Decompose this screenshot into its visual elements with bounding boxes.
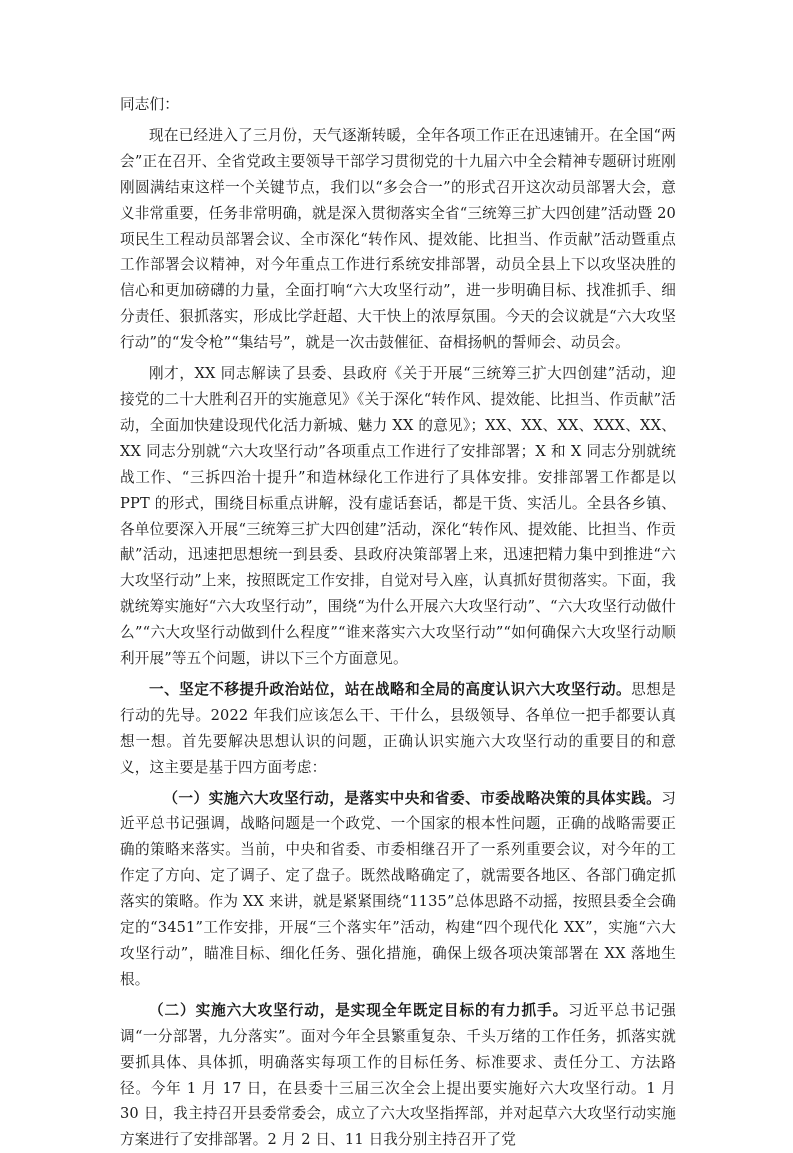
subsection-1-paragraph	[120, 786, 676, 993]
section-1-text: 思想是行动的先导。2022 年我们应该怎么干、干什么，县级领导、各单位一把手都要认真想一想。首先要解决思想认识的问题，正确认识实施六大攻坚行动的重要目的和意义，这主要是基于四方面考虑：	[120, 680, 677, 776]
document-page	[120, 92, 676, 1153]
paragraph-2-text: 刚才，XX 同志解读了县委、县政府《关于开展“三统筹三扩大四创建”活动，迎接党的二十大胜利召开的实施意见》《关于深化“转作风、提效能、比担当、作贡献”活动，全面加快建设现代化活力新城、魅力 XX 的意见》；XX、XX、XX、XXX、XX、XX 同志分别就“六大攻坚行动”各项重点工作进行了安排部署；X 和 X 同志分别就统战工作、“三拆四治十提升”和造林绿化工作进行了具体安排。安排部署工作都是以 PPT 的形式，围绕目标重点讲解，没有虚话套话，都是干货、实活儿。全县各乡镇、各单位要深入开展“三统筹三扩大四创建”活动，深化“转作风、提效能、比担当、作贡献”活动，迅速把思想统一到县委、县政府决策部署上来，迅速把精力集中到推进“六大攻坚行动”上来，按照既定工作安排，自觉对号入座，认真抓好贯彻落实。下面，我就统筹实施好“六大攻坚行动”，围绕“为什么开展六大攻坚行动”、“六大攻坚行动做什么”“六大攻坚行动做到什么程度”“谁来落实六大攻坚行动”“如何确保六大攻坚行动顺利开展”等五个问题，讲以下三个方面意见。	[120, 365, 676, 668]
subsection-1-text: 习近平总书记强调，战略问题是一个政党、一个国家的根本性问题，正确的战略需要正确的策略来落实。当前，中央和省委、市委相继召开了一系列重要会议，对今年的工作定了方向、定了调子、定了盘子。既然战略确定了，就需要各地区、各部门确定抓落实的策略。作为 XX 来讲，就是紧紧围绕“1135”总体思路不动摇，按照县委全会确定的“3451”工作安排，开展“三个落实年”活动，构建“四个现代化 XX”，实施“六大攻坚行动”，瞄准目标、细化任务、强化措施，确保上级各项决策部署在 XX 落地生根。	[120, 789, 676, 988]
subsection-2-paragraph	[120, 998, 676, 1153]
paragraph-1-text: 现在已经进入了三月份，天气逐渐转暖，全年各项工作正在迅速铺开。在全国“两会”正在召开、全省党政主要领导干部学习贯彻党的十九届六中全会精神专题研讨班刚刚圆满结束这样一个关键节点，我们以“多会合一”的形式召开这次动员部署大会，意义非常重要，任务非常明确，就是深入贯彻落实全省“三统筹三扩大四创建”活动暨 20 项民生工程动员部署会议、全市深化“转作风、提效能、比担当、作贡献”活动暨重点工作部署会议精神，对今年重点工作进行系统安排部署，动员全县上下以攻坚决胜的信心和更加磅礴的力量，全面打响“六大攻坚行动”，进一步明确目标、找准抓手、细分责任、狠抓落实，形成比学赶超、大干快上的浓厚氛围。今天的会议就是“六大攻坚行动”的“发令枪”“集结号”，就是一次击鼓催征、奋楫扬帆的誓师会、动员会。	[120, 126, 676, 352]
paragraph-1	[120, 123, 676, 356]
section-1-heading: 一、坚定不移提升政治站位，站在战略和全局的高度认识六大攻坚行动。	[149, 680, 632, 698]
subsection-2-heading: （二）实施六大攻坚行动，是实现全年既定目标的有力抓手。	[149, 1001, 569, 1019]
subsection-2-text: 习近平总书记强调“一分部署，九分落实”。面对今年全县繁重复杂、千头万绪的工作任务，抓落实就要抓具体、具体抓，明确落实每项工作的目标任务、标准要求、责任分工、方法路径。今年 1 月 17 日，在县委十三届三次全会上提出要实施好六大攻坚行动。1 月 30 日，我主持召开县委常委会，成立了六大攻坚指挥部，并对起草六大攻坚行动实施方案进行了安排部署。2 月 2 日、11 日我分别主持召开了党	[120, 1001, 676, 1149]
salutation: 同志们：	[120, 96, 179, 113]
paragraph-2	[120, 361, 676, 672]
subsection-1-heading: （一）实施六大攻坚行动，是落实中央和省委、市委战略决策的具体实践。	[163, 789, 662, 807]
section-1-paragraph	[120, 677, 676, 781]
